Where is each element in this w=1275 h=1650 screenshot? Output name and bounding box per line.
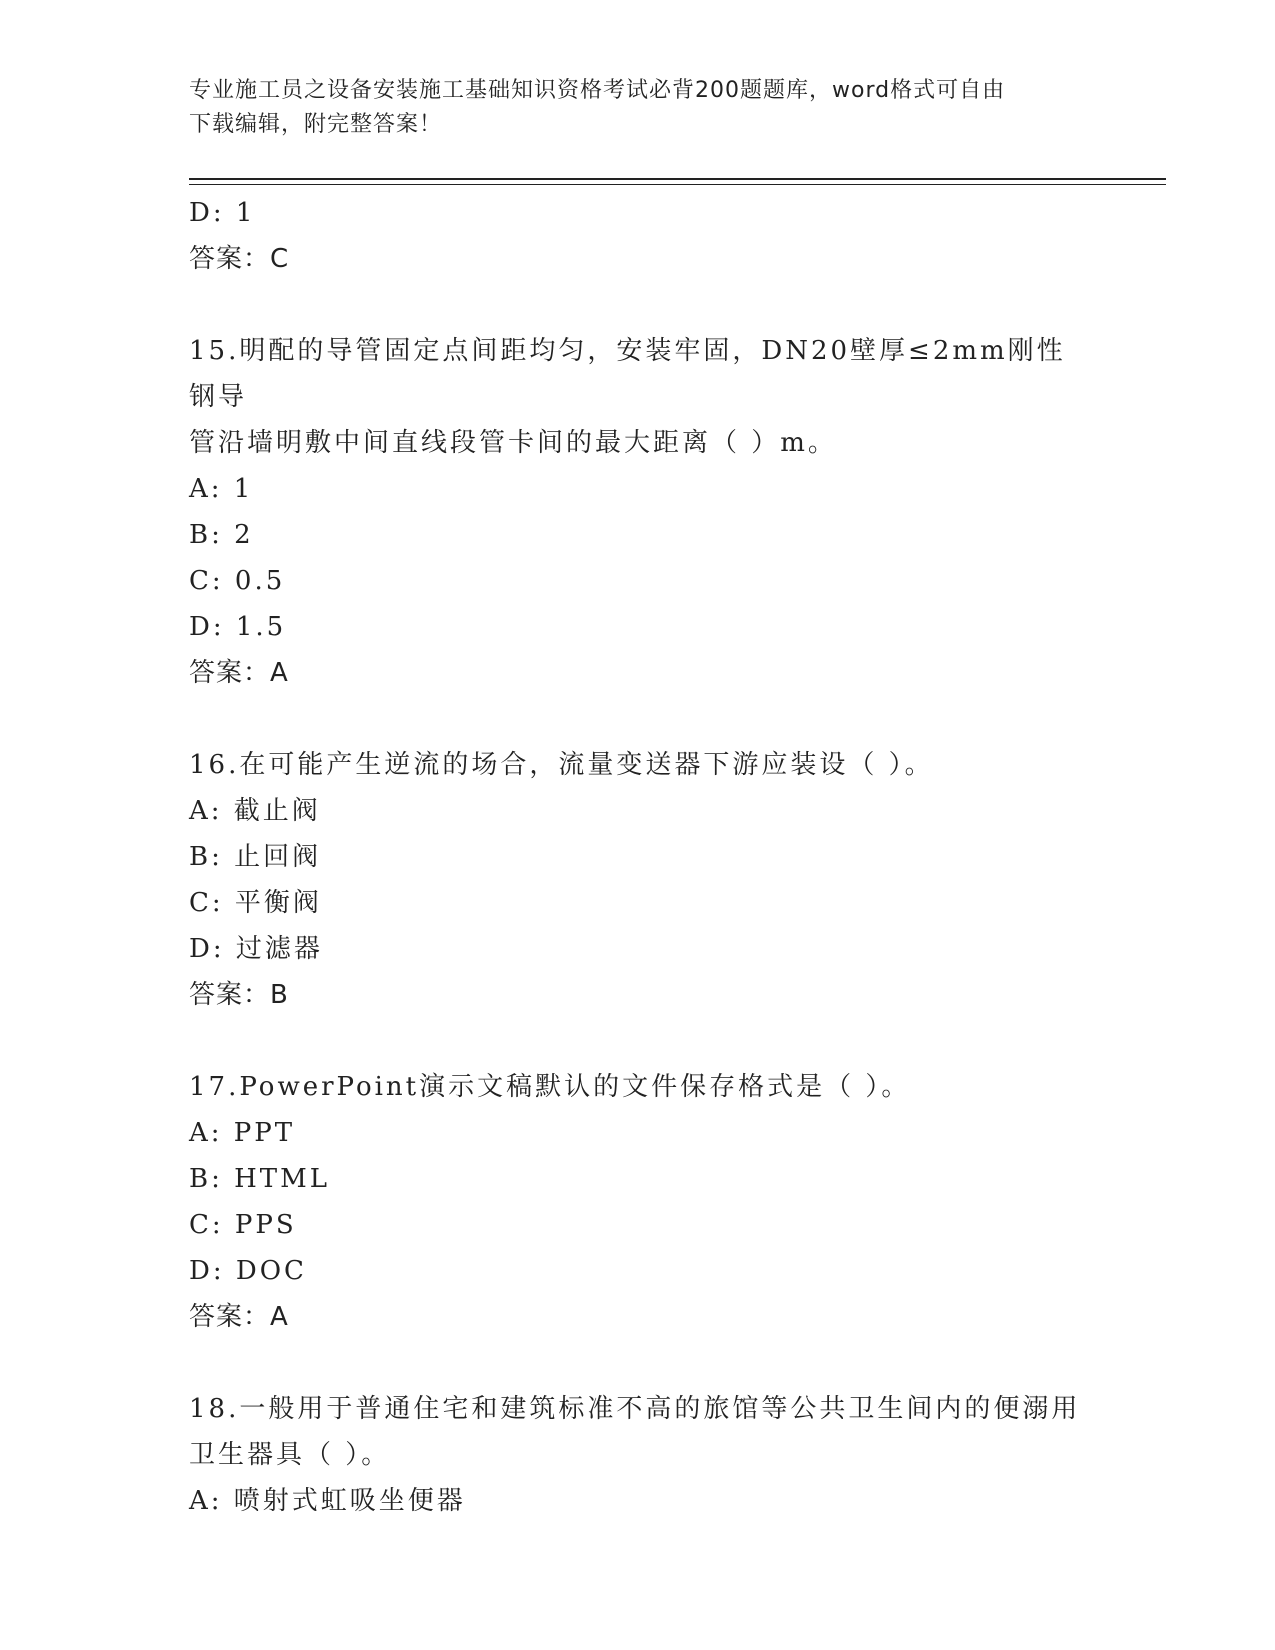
question-18 <box>189 1386 1089 1524</box>
question-stem-line-1: 17.PowerPoint演示文稿默认的文件保存格式是（ ）。 <box>189 1072 911 1102</box>
document-header <box>189 74 1069 142</box>
question-17 <box>189 1064 1089 1340</box>
option-a: A: 截止阀 <box>189 796 321 826</box>
question-stem-line-2: 卫生器具（ ）。 <box>189 1440 391 1470</box>
question-stem <box>189 742 1089 788</box>
header-divider-thin <box>189 184 1166 185</box>
option-d: D: 过滤器 <box>189 934 323 964</box>
question-15 <box>189 328 1089 696</box>
header-divider-thick <box>189 178 1166 180</box>
question-stem <box>189 1064 1089 1110</box>
option-b: B: 止回阀 <box>189 842 322 872</box>
option-c: C: PPS <box>189 1210 297 1240</box>
question-stem-line-1: 16.在可能产生逆流的场合，流量变送器下游应装设（ ）。 <box>189 750 934 780</box>
option-b: B: HTML <box>189 1164 331 1194</box>
previous-question-tail <box>189 190 1089 282</box>
option-a: A: 1 <box>189 474 254 504</box>
question-stem-line-2: 管沿墙明敷中间直线段管卡间的最大距离（ ）m。 <box>189 428 837 458</box>
option-c: C: 0.5 <box>189 566 286 596</box>
header-line-1: 专业施工员之设备安装施工基础知识资格考试必背200题题库，word格式可自由 <box>189 78 1006 103</box>
header-line-2: 下载编辑，附完整答案！ <box>189 112 443 137</box>
answer-line: 答案：A <box>189 658 289 688</box>
question-stem <box>189 328 1089 466</box>
option-c: C: 平衡阀 <box>189 888 322 918</box>
question-stem <box>189 1386 1089 1478</box>
option-d: D: 1 <box>189 198 256 228</box>
option-b: B: 2 <box>189 520 254 550</box>
question-stem-line-1: 15.明配的导管固定点间距均匀，安装牢固，DN20壁厚≤2mm刚性钢导 <box>189 336 1066 412</box>
question-stem-line-1: 18.一般用于普通住宅和建筑标准不高的旅馆等公共卫生间内的便溺用 <box>189 1394 1081 1424</box>
answer-line: 答案：B <box>189 980 289 1010</box>
question-16 <box>189 742 1089 1018</box>
answer-line: 答案：A <box>189 1302 289 1332</box>
option-d: D: DOC <box>189 1256 307 1286</box>
answer-line: 答案：C <box>189 244 290 274</box>
option-a: A: 喷射式虹吸坐便器 <box>189 1486 466 1516</box>
option-d: D: 1.5 <box>189 612 287 642</box>
question-content <box>189 190 1089 1524</box>
option-a: A: PPT <box>189 1118 296 1148</box>
